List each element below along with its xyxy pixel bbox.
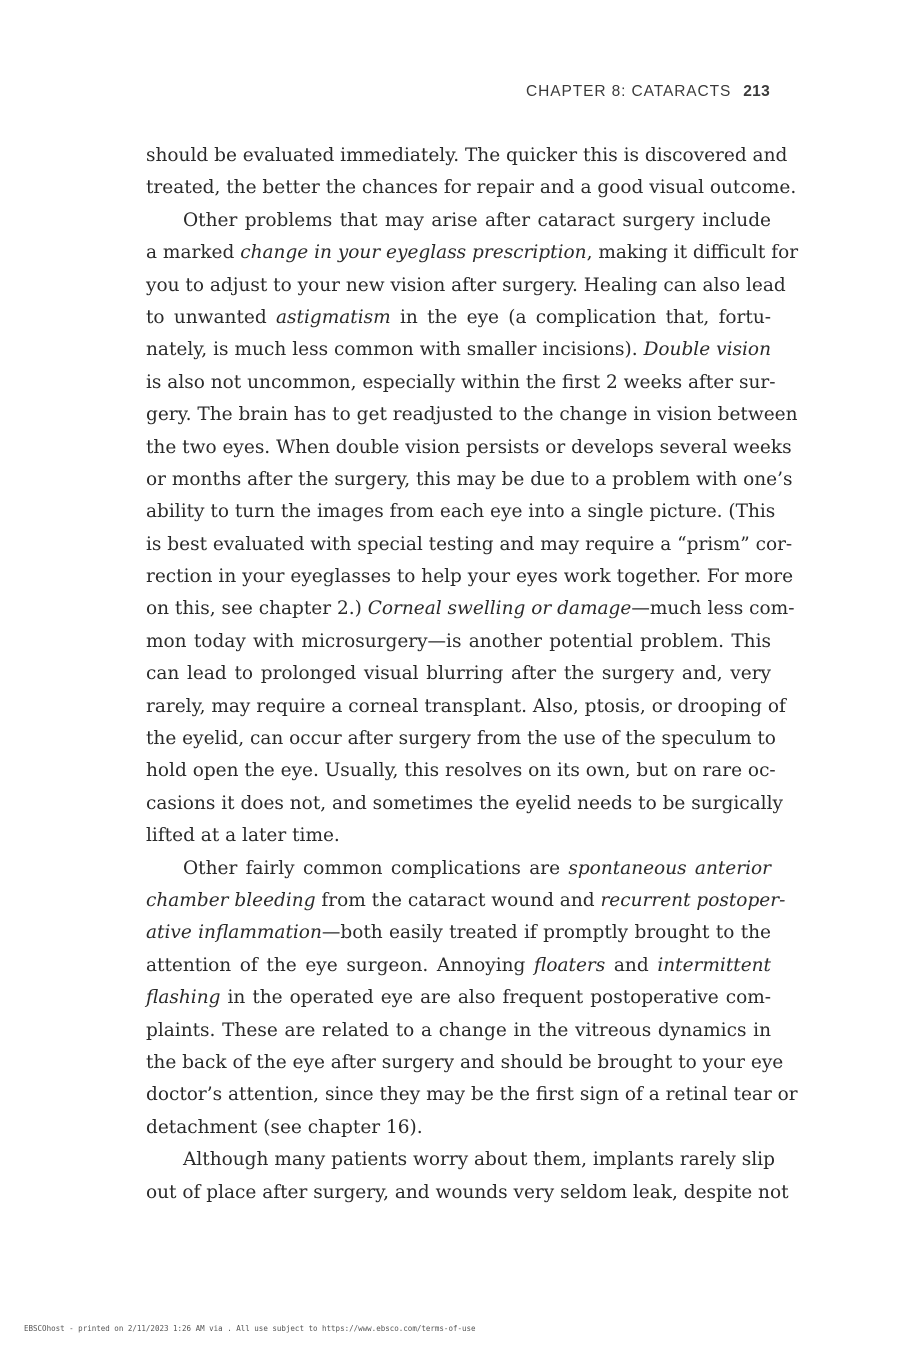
italic-text: change in your eyeglass prescription xyxy=(240,242,587,264)
italic-text: ative inflammation xyxy=(146,922,322,944)
text-line xyxy=(146,172,797,204)
text-run: —much less com- xyxy=(631,598,795,620)
text-run: , making it difficult for xyxy=(586,242,799,264)
text-line xyxy=(146,561,794,593)
text-run: or months after the surgery, this may be due to a problem with one’s xyxy=(146,468,793,490)
text-run: the back of the eye after surgery and should be brought to your eye xyxy=(146,1051,784,1073)
text-line xyxy=(146,593,795,625)
text-line xyxy=(146,917,771,949)
text-line xyxy=(146,982,771,1014)
text-line xyxy=(146,1144,775,1176)
text-line xyxy=(146,302,771,334)
text-line xyxy=(146,496,776,528)
text-line xyxy=(146,755,776,787)
text-line xyxy=(146,1079,798,1111)
text-run: casions it does not, and sometimes the eyelid needs to be surgically xyxy=(146,792,783,814)
text-run: treated, the better the chances for repair and a good visual outcome. xyxy=(146,177,797,199)
text-run: and xyxy=(605,954,658,976)
text-line xyxy=(146,788,783,820)
text-run: Other fairly common complications are xyxy=(183,857,569,879)
text-run: rection in your eyeglasses to help your eyes work together. For more xyxy=(146,566,794,588)
text-run: on this, see chapter 2.) xyxy=(146,598,368,620)
text-line xyxy=(146,237,799,269)
text-run: in the operated eye are also frequent postoperative com- xyxy=(220,987,771,1009)
text-run: to unwanted xyxy=(146,306,276,328)
italic-text: flashing xyxy=(146,987,221,1009)
italic-text: Double vision xyxy=(643,339,771,361)
text-line xyxy=(146,432,792,464)
text-run: doctor’s attention, since they may be the first sign of a retinal tear or xyxy=(146,1084,798,1106)
text-run: attention of the eye surgeon. Annoying xyxy=(146,954,535,976)
text-line xyxy=(146,1015,771,1047)
text-run: gery. The brain has to get readjusted to the change in vision between xyxy=(146,404,798,426)
text-line xyxy=(146,205,771,237)
italic-text: recurrent postoper- xyxy=(600,889,786,911)
text-run: the eyelid, can occur after surgery from the use of the speculum to xyxy=(146,728,776,750)
text-run: can lead to prolonged visual blurring after the surgery and, very xyxy=(146,663,771,685)
text-run: —both easily treated if promptly brought to the xyxy=(321,922,771,944)
italic-text: Corneal swelling or damage xyxy=(367,598,632,620)
page-number: 213 xyxy=(743,83,770,100)
text-run: lifted at a later time. xyxy=(146,825,340,847)
text-line xyxy=(146,464,793,496)
text-line xyxy=(146,399,798,431)
text-run: mon today with microsurgery—is another potential problem. This xyxy=(146,630,771,652)
body-text xyxy=(146,140,799,1209)
text-line xyxy=(146,950,771,982)
text-line xyxy=(146,626,771,658)
text-run: out of place after surgery, and wounds very seldom leak, despite not xyxy=(146,1181,789,1203)
text-line xyxy=(146,1047,784,1079)
italic-text: floaters xyxy=(534,954,606,976)
text-run: rarely, may require a corneal transplant. Also, ptosis, or drooping of xyxy=(146,695,786,717)
italic-text: astigmatism xyxy=(275,306,391,328)
text-line xyxy=(146,658,771,690)
text-run: nately, is much less common with smaller incisions). xyxy=(146,339,644,361)
italic-text: chamber bleeding xyxy=(146,889,316,911)
text-line xyxy=(146,270,786,302)
text-run: the two eyes. When double vision persists or develops several weeks xyxy=(146,436,792,458)
text-line xyxy=(146,853,771,885)
text-line xyxy=(146,1177,789,1209)
text-run: plaints. These are related to a change in the vitreous dynamics in xyxy=(146,1019,771,1041)
text-run: detachment (see chapter 16). xyxy=(146,1116,423,1138)
text-run: ability to turn the images from each eye into a single picture. (This xyxy=(146,501,776,523)
text-line xyxy=(146,529,793,561)
text-line xyxy=(146,367,776,399)
chapter-title: CHAPTER 8: CATARACTS xyxy=(526,83,732,100)
text-run: Other problems that may arise after cataract surgery include xyxy=(183,209,771,231)
text-run: you to adjust to your new vision after surgery. Healing can also lead xyxy=(146,274,786,296)
running-head xyxy=(526,83,770,101)
text-line xyxy=(146,334,771,366)
text-line xyxy=(146,820,771,852)
italic-text: intermittent xyxy=(657,954,771,976)
italic-text: spontaneous anterior xyxy=(568,857,771,879)
text-run: hold open the eye. Usually, this resolves on its own, but on rare oc- xyxy=(146,760,776,782)
text-line xyxy=(146,691,786,723)
text-run: from the cataract wound and xyxy=(315,889,601,911)
text-run: should be evaluated immediately. The quicker this is discovered and xyxy=(146,145,788,166)
text-line xyxy=(146,885,786,917)
text-line xyxy=(146,1112,771,1144)
text-run: is also not uncommon, especially within the first 2 weeks after sur- xyxy=(146,371,776,393)
text-line xyxy=(146,723,776,755)
text-line xyxy=(146,140,788,172)
text-run: a marked xyxy=(146,242,241,264)
text-run: is best evaluated with special testing and may require a “prism” cor- xyxy=(146,533,793,555)
text-run: Although many patients worry about them, implants rarely slip xyxy=(183,1149,775,1171)
footer-note: EBSCOhost - printed on 2/11/2023 1:26 AM via . All use subject to https://www.ebsco.com/terms-of-use xyxy=(24,1324,476,1333)
text-run: in the eye (a complication that, fortu- xyxy=(390,306,772,328)
